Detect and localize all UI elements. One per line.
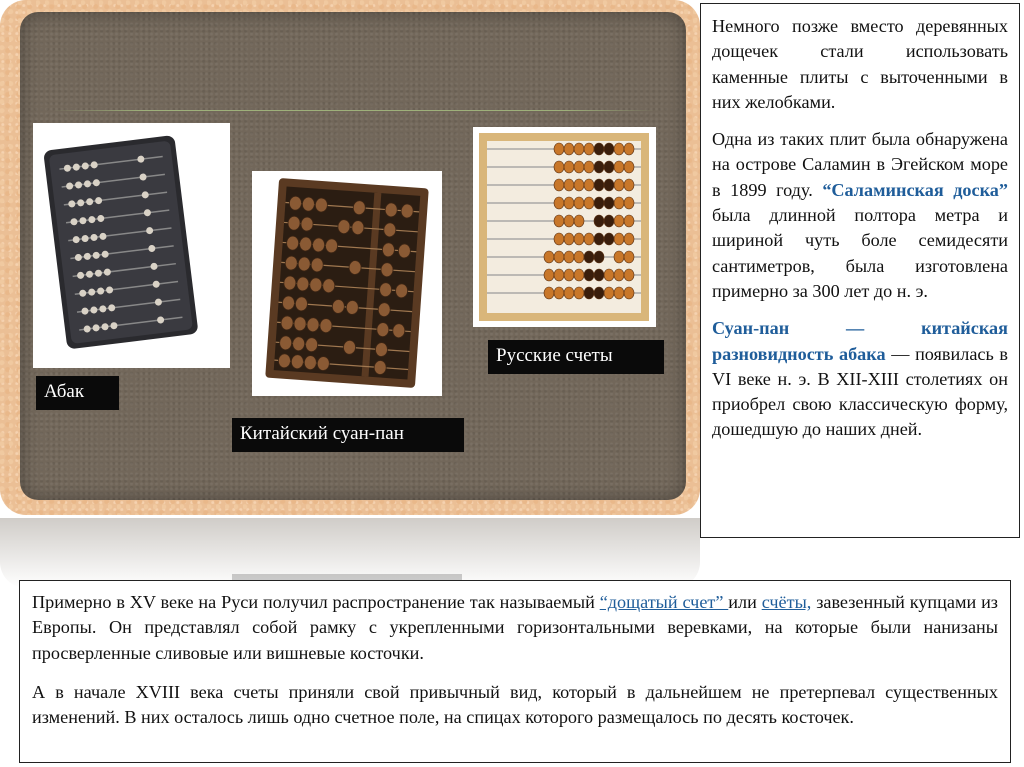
bottom-p1-text-mid: или [728,592,762,612]
schoty-photo [473,127,656,327]
side-p3-text: — появилась в VI веке н. э. В XII-XIII столетиях он приобрел свою классическую форму, дошедшую до наших дней. [712,343,1008,440]
bottom-p1-text-b: завезенный купцами из Европы. Он представлял собой рамку с укрепленными горизонтальными веревками, на которые были нанизаны просверленные сливовые или вишневые косточки. [32,592,998,663]
side-p2-text-b: была длинной полтора метра и шириной чуть боле семидесяти сантиметров, была изготовлена примерно за 300 лет до н. э. [712,205,1008,301]
bottom-text-box [19,580,1011,763]
suanpan-highlight: Суан-пан — китайская разновидность абака [712,318,1008,364]
caption-russian-schoty: Русские счеты [488,340,664,374]
side-p2-text-a: Одна из таких плит была обнаружена на острове Саламин в Эгейском море в 1899 году. [712,129,1008,200]
salamis-board-highlight: “Саламинская доска” [822,179,1008,200]
board-reflection [0,518,700,588]
abak-photo [33,123,230,368]
bottom-p1-text-a: Примерно в XV веке на Руси получил распространение так называемый [32,592,600,612]
side-text-box [700,3,1020,538]
caption-abak: Абак [36,376,119,410]
bottom-paragraph-1 [32,590,998,666]
suanpan-photo [252,171,442,396]
side-paragraph-2 [712,127,1008,304]
bottom-paragraph-2: А в начале XVIII века счеты приняли свой привычный вид, который в дальнейшем не претерпевал существенных изменений. В них осталось лишь одно счетное поле, на спицах которого размещалось по десять косточек. [32,681,998,728]
board-divider [52,110,657,111]
schoty-link[interactable]: счёты, [761,592,812,612]
side-paragraph-1: Немного позже вместо деревянных дощечек стали использовать каменные плиты с выточенными в них желобками. [712,16,1008,112]
side-paragraph-3 [712,316,1008,442]
doshchaty-schet-link[interactable]: “дощатый счет” [599,592,729,612]
caption-suanpan: Китайский суан-пан [232,418,464,452]
